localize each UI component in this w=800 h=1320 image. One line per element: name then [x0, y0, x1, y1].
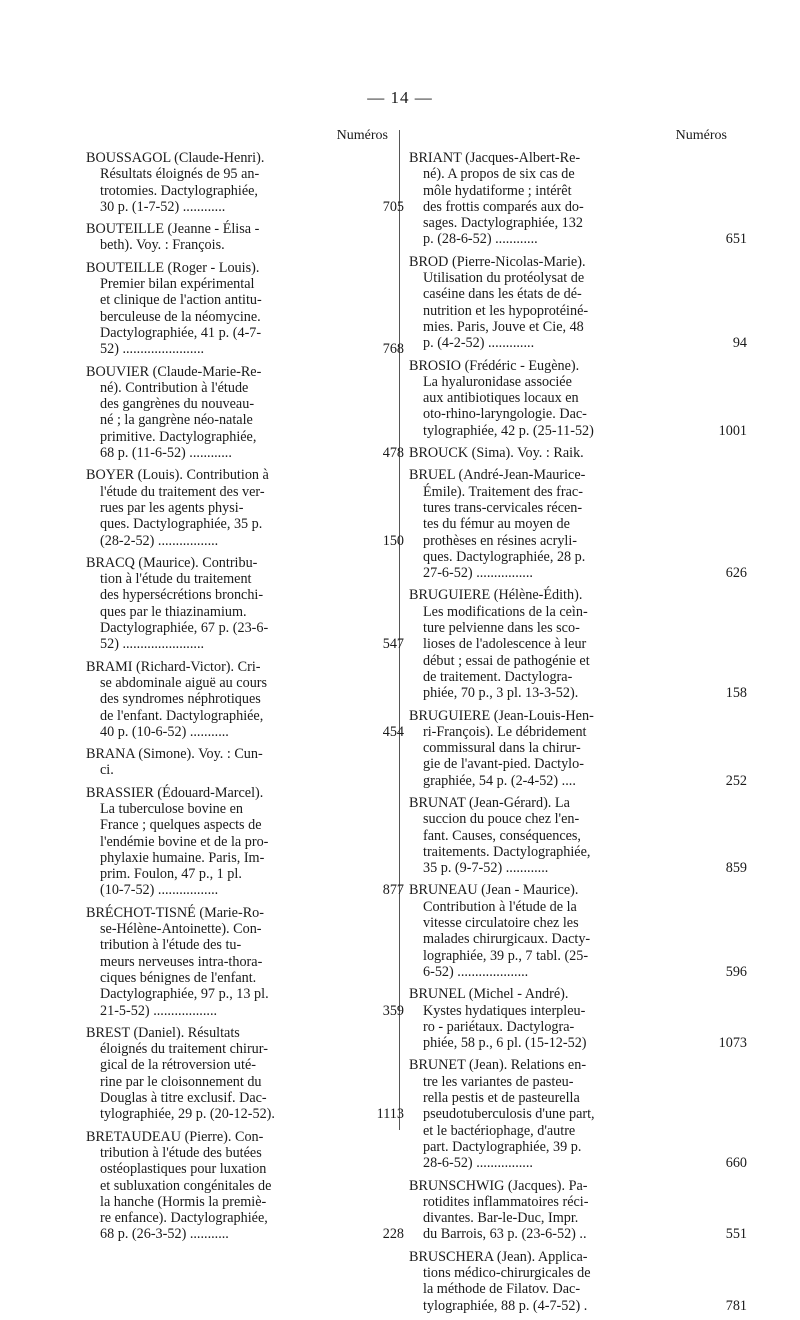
entry-text-line: p. (28-6-52) ............: [423, 231, 538, 248]
entry-author-line: BROUCK (Sima). Voy. : Raik.: [409, 445, 584, 462]
entry-text-line: ture pelvienne dans les sco-: [423, 620, 580, 637]
bibliography-entry: [409, 445, 719, 461]
bibliography-entry: [409, 150, 747, 248]
entry-text-line: 52) .......................: [100, 636, 205, 653]
left-column-header: Numéros: [336, 128, 388, 143]
entry-text-line: re enfance). Dactylographiée,: [100, 1210, 268, 1227]
entry-text-line: graphiée, 54 p. (2-4-52) ....: [423, 772, 576, 789]
entry-text-line: tre les variantes de pasteu-: [423, 1073, 574, 1090]
entry-text-line: 68 p. (11-6-52) ............: [100, 445, 232, 462]
entry-text-line: commissural dans la chirur-: [423, 740, 581, 757]
entry-author-line: BRÉCHOT-TISNÉ (Marie-Ro-: [86, 904, 264, 921]
entry-text-line: né ; la gangrène néo-natale: [100, 412, 253, 429]
entry-author-line: BROSIO (Frédéric - Eugène).: [409, 357, 580, 374]
entry-text-line: tions médico-chirurgicales de: [423, 1265, 591, 1281]
entry-text-line: ostéoplastiques pour luxation: [100, 1161, 267, 1178]
bibliography-entry: [86, 1024, 404, 1123]
entry-text-line: rine par le cloisonnement du: [100, 1073, 262, 1090]
bibliography-entry: [86, 784, 404, 899]
left-entries: [86, 150, 404, 1243]
entry-text-line: né). Contribution à l'étude: [100, 379, 249, 396]
entry-text-line: lographiée, 39 p., 7 tabl. (25-: [423, 947, 589, 964]
entry-text-line: gical de la rétroversion uté-: [100, 1057, 256, 1074]
entry-text-line: rella pestis et de pasteurella: [423, 1090, 580, 1107]
entry-text-line: tes du fémur au moyen de: [423, 516, 570, 533]
bibliography-entry: [86, 746, 390, 779]
entry-text-line: fant. Causes, conséquences,: [423, 827, 581, 844]
right-column-header: Numéros: [675, 128, 727, 143]
entry-text-line: Dactylographiée, 97 p., 13 pl.: [100, 986, 269, 1003]
entry-text-line: divantes. Bar-le-Duc, Impr.: [423, 1210, 579, 1227]
entry-text-line: ciques bénignes de l'enfant.: [100, 969, 257, 986]
entry-text-line: des frottis comparés aux do-: [423, 198, 584, 215]
entry-number: 651: [725, 231, 747, 248]
bibliography-entry: [86, 221, 390, 254]
entry-author-line: BRANA (Simone). Voy. : Cun-: [86, 746, 263, 763]
entry-text-line: des gangrènes du nouveau-: [100, 396, 255, 413]
entry-number: 359: [382, 1002, 404, 1019]
entry-text-line: meurs nerveuses intra-thora-: [100, 953, 263, 970]
entry-text-line: se-Hélène-Antoinette). Con-: [100, 921, 262, 938]
bibliography-entry: [409, 986, 747, 1052]
entry-text-line: et clinique de l'action antitu-: [100, 292, 262, 309]
entry-number: 626: [725, 565, 747, 582]
entry-text-line: gie de l'avant-pied. Dactylo-: [423, 756, 584, 773]
entry-text-line: se abdominale aiguë au cours: [100, 674, 268, 691]
entry-text-line: La tuberculose bovine en: [100, 800, 244, 817]
entry-number: 781: [725, 1297, 747, 1314]
entry-text-line: mies. Paris, Jouve et Cie, 48: [423, 318, 584, 335]
entry-text-line: (10-7-52) .................: [100, 882, 219, 899]
entry-author-line: BRUGUIERE (Hélène-Édith).: [409, 587, 583, 604]
entry-number: 228: [382, 1226, 404, 1243]
entry-text-line: beth). Voy. : François.: [100, 237, 225, 254]
entry-number: 150: [382, 532, 404, 549]
entry-author-line: BRETAUDEAU (Pierre). Con-: [86, 1128, 264, 1145]
entry-text-line: 28-6-52) ................: [423, 1155, 533, 1172]
entry-text-line: de l'enfant. Dactylographiée,: [100, 707, 264, 724]
entry-text-line: Douglas à titre exclusif. Dac-: [100, 1090, 267, 1107]
entry-text-line: phiée, 70 p., 3 pl. 13-3-52).: [423, 685, 579, 702]
entry-text-line: rotidites inflammatoires réci-: [423, 1193, 589, 1210]
entry-text-line: Les modifications de la ceìn-: [423, 603, 588, 620]
entry-text-line: nutrition et les hypoprotéiné-: [423, 302, 589, 319]
entry-text-line: (28-2-52) .................: [100, 532, 219, 549]
entry-text-line: éloignés du traitement chirur-: [100, 1041, 268, 1058]
entry-text-line: et subluxation congénitales de: [100, 1177, 272, 1194]
entry-text-line: vitesse circulatoire chez les: [423, 915, 579, 932]
entry-author-line: BOUSSAGOL (Claude-Henri).: [86, 150, 265, 166]
entry-text-line: tylographiée, 42 p. (25-11-52): [423, 422, 594, 439]
entry-text-line: phylaxie humaine. Paris, Im-: [100, 849, 265, 866]
entry-author-line: BRACQ (Maurice). Contribu-: [86, 554, 258, 571]
entry-text-line: môle hydatiforme ; intérêt: [423, 182, 572, 199]
entry-author-line: BOUVIER (Claude-Marie-Re-: [86, 363, 262, 380]
entry-text-line: Dactylographiée, 67 p. (23-6-: [100, 620, 269, 637]
entry-author-line: BRUNEL (Michel - André).: [409, 986, 569, 1003]
entry-number: 551: [725, 1226, 747, 1243]
entry-author-line: BRASSIER (Édouard-Marcel).: [86, 784, 264, 801]
entry-number: 158: [725, 685, 747, 702]
entry-text-line: oto-rhino-laryngologie. Dac-: [423, 406, 587, 423]
entry-text-line: France ; quelques aspects de: [100, 817, 262, 834]
entry-number: 478: [382, 445, 404, 462]
entry-text-line: caséine dans les états de dé-: [423, 286, 582, 303]
entry-author-line: BRAMI (Richard-Victor). Cri-: [86, 658, 261, 675]
entry-text-line: et le bactériophage, d'autre: [423, 1122, 576, 1139]
entry-number: 859: [725, 860, 747, 877]
entry-author-line: BOUTEILLE (Jeanne - Élisa -: [86, 221, 260, 238]
entry-text-line: des hypersécrétions bronchi-: [100, 587, 264, 604]
bibliography-entry: [409, 1057, 747, 1172]
entry-text-line: tylographiée, 29 p. (20-12-52).: [100, 1106, 275, 1123]
entry-text-line: 21-5-52) ..................: [100, 1002, 218, 1019]
entry-text-line: Dactylographiée, 41 p. (4-7-: [100, 324, 262, 341]
entry-author-line: BRUNEAU (Jean - Maurice).: [409, 882, 579, 899]
entry-author-line: BOUTEILLE (Roger - Louis).: [86, 259, 260, 276]
entry-author-line: BRUNET (Jean). Relations en-: [409, 1057, 587, 1074]
entry-text-line: sages. Dactylographiée, 132: [423, 215, 583, 232]
entry-text-line: Contribution à l'étude de la: [423, 898, 577, 915]
entry-author-line: BOYER (Louis). Contribution à: [86, 467, 269, 484]
entry-text-line: berculeuse de la néomycine.: [100, 308, 261, 325]
entry-text-line: aux antibiotiques locaux en: [423, 390, 579, 407]
entry-text-line: tion à l'étude du traitement: [100, 571, 252, 588]
entry-text-line: 30 p. (1-7-52) ............: [100, 198, 226, 215]
bibliography-entry: [86, 150, 404, 215]
entry-number: 596: [725, 963, 747, 980]
bibliography-entry: [409, 882, 747, 980]
entry-text-line: Utilisation du protéolysat de: [423, 270, 585, 287]
entry-text-line: Premier bilan expérimental: [100, 276, 255, 293]
entry-author-line: BREST (Daniel). Résultats: [86, 1024, 240, 1041]
bibliography-entry: [409, 707, 747, 789]
entry-text-line: rues par les agents physi-: [100, 499, 244, 516]
entry-number: 1001: [718, 422, 747, 439]
entry-author-line: BRUNAT (Jean-Gérard). La: [409, 794, 570, 811]
entry-text-line: tribution à l'étude des butées: [100, 1144, 262, 1161]
entry-number: 454: [382, 723, 404, 740]
bibliography-entry: [409, 357, 747, 439]
entry-text-line: l'endémie bovine et de la pro-: [100, 833, 269, 850]
entry-text-line: 6-52) ....................: [423, 963, 529, 980]
bibliography-entry: [409, 794, 747, 877]
entry-text-line: 68 p. (26-3-52) ...........: [100, 1226, 229, 1243]
entry-text-line: Émile). Traitement des frac-: [423, 483, 583, 500]
bibliography-entry: [86, 259, 404, 358]
entry-number: 1073: [718, 1035, 747, 1052]
entry-text-line: traitements. Dactylographiée,: [423, 843, 591, 860]
entry-text-line: trotomies. Dactylographiée,: [100, 182, 258, 199]
entry-text-line: part. Dactylographiée, 39 p.: [423, 1138, 582, 1155]
entry-text-line: lioses de l'adolescence à leur: [423, 636, 587, 653]
entry-text-line: pseudotuberculosis d'une part,: [423, 1106, 595, 1123]
entry-number: 1113: [376, 1106, 404, 1123]
entry-text-line: phiée, 58 p., 6 pl. (15-12-52): [423, 1035, 587, 1052]
entry-text-line: du Barrois, 63 p. (23-6-52) ..: [423, 1226, 587, 1243]
entry-number: 94: [732, 335, 747, 352]
entry-text-line: 35 p. (9-7-52) ............: [423, 860, 549, 877]
entry-text-line: 27-6-52) ................: [423, 565, 533, 582]
bibliography-entry: [409, 253, 747, 352]
entry-text-line: Résultats éloignés de 95 an-: [100, 166, 260, 183]
entry-text-line: prim. Foulon, 47 p., 1 pl.: [100, 866, 242, 883]
bibliography-entry: [86, 904, 404, 1019]
entry-text-line: ro - pariétaux. Dactylogra-: [423, 1018, 575, 1035]
bibliography-entry: [86, 1128, 404, 1243]
right-column: [409, 128, 747, 1320]
entry-text-line: p. (4-2-52) .............: [423, 335, 535, 352]
entry-text-line: l'étude du traitement des ver-: [100, 483, 265, 500]
entry-text-line: début ; essai de pathogénie et: [423, 652, 590, 669]
entry-text-line: 52) .......................: [100, 341, 205, 358]
bibliography-entry: [409, 1177, 747, 1243]
entry-text-line: la méthode de Filatov. Dac-: [423, 1281, 581, 1298]
column-divider: [399, 130, 400, 1130]
entry-author-line: BRUSCHERA (Jean). Applica-: [409, 1248, 588, 1265]
entry-text-line: La hyaluronidase associée: [423, 373, 572, 390]
left-column: [86, 128, 404, 1249]
entry-text-line: la hanche (Hormis la premiè-: [100, 1193, 267, 1210]
entry-text-line: ques. Dactylographiée, 35 p.: [100, 516, 263, 533]
entry-text-line: ci.: [100, 762, 114, 779]
bibliography-entry: [409, 1248, 747, 1314]
entry-text-line: tribution à l'étude des tu-: [100, 937, 242, 954]
entry-text-line: Kystes hydatiques interpleu-: [423, 1002, 586, 1019]
bibliography-entry: [86, 554, 404, 653]
bibliography-entry: [86, 658, 404, 740]
bibliography-entry: [86, 467, 404, 549]
entry-text-line: prothèses en résines acryli-: [423, 532, 578, 549]
bibliography-entry: [409, 587, 747, 702]
bibliography-entry: [86, 363, 404, 462]
right-entries: [409, 150, 747, 1314]
entry-text-line: des syndromes néphrotiques: [100, 691, 261, 708]
page-number: — 14 —: [367, 88, 433, 107]
entry-author-line: BRUNSCHWIG (Jacques). Pa-: [409, 1177, 588, 1194]
entry-author-line: BRIANT (Jacques-Albert-Re-: [409, 150, 581, 166]
entry-number: 547: [382, 636, 404, 653]
entry-text-line: succion du pouce chez l'en-: [423, 811, 580, 828]
entry-text-line: de traitement. Dactylogra-: [423, 668, 573, 685]
entry-number: 768: [382, 341, 404, 358]
entry-text-line: primitive. Dactylographiée,: [100, 428, 257, 445]
entry-text-line: malades chirurgicaux. Dacty-: [423, 931, 591, 948]
entry-text-line: tylographiée, 88 p. (4-7-52) .: [423, 1297, 588, 1314]
entry-text-line: ques par le thiazinamium.: [100, 603, 247, 620]
entry-number: 252: [725, 772, 747, 789]
entry-number: 877: [382, 882, 404, 899]
entry-author-line: BRUEL (André-Jean-Maurice-: [409, 467, 586, 484]
bibliography-entry: [409, 467, 747, 582]
entry-text-line: ri-François). Le débridement: [423, 723, 587, 740]
entry-number: 705: [382, 198, 404, 215]
entry-text-line: 40 p. (10-6-52) ...........: [100, 723, 229, 740]
entry-number: 660: [725, 1155, 747, 1172]
entry-author-line: BROD (Pierre-Nicolas-Marie).: [409, 253, 586, 270]
entry-text-line: ques. Dactylographiée, 28 p.: [423, 548, 586, 565]
entry-text-line: né). A propos de six cas de: [423, 166, 575, 183]
entry-text-line: tures trans-cervicales récen-: [423, 499, 583, 516]
entry-author-line: BRUGUIERE (Jean-Louis-Hen-: [409, 707, 594, 724]
